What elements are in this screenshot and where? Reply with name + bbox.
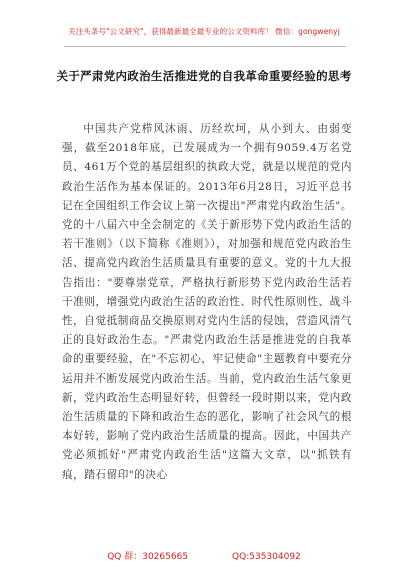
document-paragraph: 中国共产党栉风沐雨、历经坎坷，从小到大、由弱变强，截至2018年底，已发展成为一个拥有9059.4万名党员、461万个党的基层组织的执政大党，就是以规范的党内政治生活作为基本保证的。2013年6月28日，习近平总书记在全国组织工作会议上第一次提出"严肃党内政治生活"。党的十八届六中全会制定的《关于新形势下党内政治生活的若干准则》（以下简称《准则》），对加强和规范党内政治生活、提高党内政治生活质量具有重要的意义。党的十九大报告指出："要尊崇党章，严格执行新形势下党内政治生活若干准则，增强党内政治生活的政治性、时代性原则性、战斗性，自觉抵制商品交换原则对党内生活的侵蚀，营造风清气正的良好政治生态。"严肃党内政治生活是推进党的自我革命的重要经验，在"不忘初心，牢记使命"主题教育中要充分运用并不断发展党内政治生活。当前，党内政治生活气象更新，党内政治生态明显好转，但曾经一段时期以来，党内政治生活质量的下降和政治生态的恶化，影响了社会风气的根本好转，影响了党内政治生活质量的提高。因此，中国共产党必须抓好"严肃党内政治生活"这篇大文章，以"抓铁有痕，踏石留印"的决心 <box>62 123 352 481</box>
footer-contact <box>0 549 408 562</box>
footer-qq-group: QQ 群：30265665 <box>107 552 189 562</box>
header-divider <box>64 46 346 47</box>
header-banner: 关注头条号"公文研究"，获得最新最全最专业的公文资料库！ 微信：gongwenyj <box>68 27 340 36</box>
footer-qq-number: QQ:535304092 <box>232 552 301 562</box>
document-title: 关于严肃党内政治生活推进党的自我革命重要经验的思考 <box>56 69 352 83</box>
